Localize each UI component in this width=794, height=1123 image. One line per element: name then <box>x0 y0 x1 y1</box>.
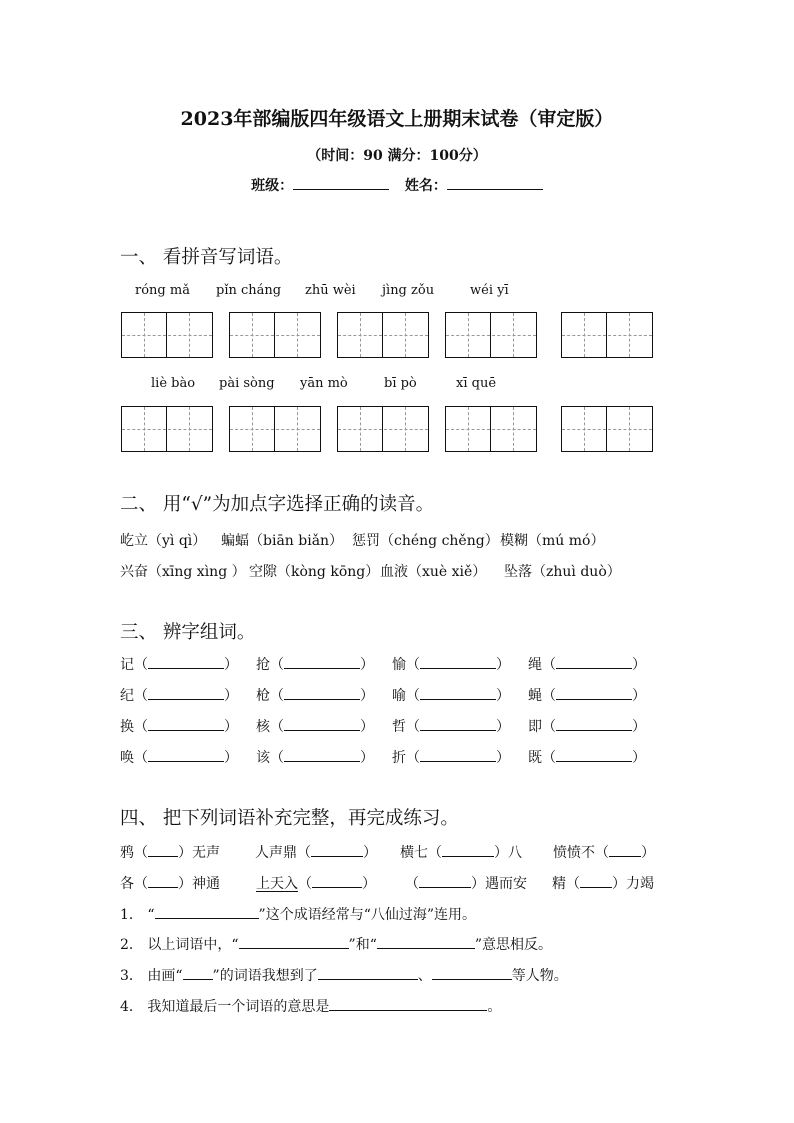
pinyin-label: xī quē <box>456 376 497 391</box>
pinyin-label: zhū wèi <box>305 283 356 298</box>
section-1-heading: 一、 看拼音写词语。 <box>120 247 293 268</box>
idiom-item: 人声鼎（ ） <box>255 842 377 862</box>
page-title: 2023年部编版四年级语文上册期末试卷（审定版） <box>180 108 614 130</box>
idiom-item: 愤愤不（ ） <box>553 842 655 862</box>
word-formation-item: 既（ ） <box>528 747 646 767</box>
word-blank[interactable] <box>284 747 360 762</box>
char-label: 纪 <box>120 688 134 704</box>
char-label: 即 <box>528 719 542 735</box>
char-label: 绳 <box>528 657 542 673</box>
idiom-blank[interactable] <box>311 842 363 857</box>
word-blank[interactable] <box>420 716 496 731</box>
idiom-item: 各（ ）神通 <box>120 873 220 893</box>
section-2-heading: 二、 用“√”为加点字选择正确的读音。 <box>120 494 435 515</box>
reading-choice-item[interactable]: 兴奋（xīng xìng ） <box>120 564 246 580</box>
char-label: 核 <box>256 719 270 735</box>
char-label: 枪 <box>256 688 270 704</box>
class-name-line <box>0 175 794 195</box>
tianzige-box[interactable] <box>561 312 653 358</box>
question-4: 4． 我知道最后一个词语的意思是 。 <box>120 996 501 1016</box>
name-label: 姓名： <box>404 178 447 194</box>
word-formation-item: 喻（ ） <box>392 685 510 705</box>
pinyin-label: róng mǎ <box>135 283 190 298</box>
answer-blank[interactable] <box>329 996 487 1011</box>
section-3-heading: 三、 辨字组词。 <box>120 622 256 643</box>
word-formation-item: 绳（ ） <box>528 654 646 674</box>
char-label: 记 <box>120 657 134 673</box>
tianzige-box[interactable] <box>561 406 653 452</box>
word-blank[interactable] <box>148 716 224 731</box>
tianzige-box[interactable] <box>121 406 213 452</box>
idiom-blank[interactable] <box>148 842 178 857</box>
word-formation-item: 即（ ） <box>528 716 646 736</box>
word-blank[interactable] <box>420 654 496 669</box>
tianzige-box[interactable] <box>445 406 537 452</box>
idiom-item: 上天入（ ） <box>256 873 376 893</box>
char-label: 折 <box>392 750 406 766</box>
word-formation-item: 该（ ） <box>256 747 374 767</box>
tianzige-box[interactable] <box>229 406 321 452</box>
answer-blank[interactable] <box>432 965 512 980</box>
exam-info: （时间：90 满分：100分） <box>307 148 487 164</box>
word-formation-item: 蝇（ ） <box>528 685 646 705</box>
char-label: 换 <box>120 719 134 735</box>
question-1: 1． “ ”这个成语经常与“八仙过海”连用。 <box>120 904 476 924</box>
char-label: 蝇 <box>528 688 542 704</box>
answer-blank[interactable] <box>318 965 418 980</box>
word-formation-item: 愉（ ） <box>392 654 510 674</box>
answer-blank[interactable] <box>155 904 259 919</box>
idiom-blank[interactable] <box>419 873 471 888</box>
pinyin-label: wéi yī <box>470 283 509 298</box>
reading-choice-item[interactable]: 蝙蝠（biān biǎn） <box>221 533 344 549</box>
word-formation-item: 哲（ ） <box>392 716 510 736</box>
word-blank[interactable] <box>284 654 360 669</box>
word-formation-item: 记（ ） <box>120 654 238 674</box>
tianzige-box[interactable] <box>121 312 213 358</box>
pinyin-label: liè bào <box>151 376 196 391</box>
char-label: 既 <box>528 750 542 766</box>
idiom-item: 鸦（ ）无声 <box>120 842 220 862</box>
idiom-blank[interactable] <box>148 873 178 888</box>
answer-blank[interactable] <box>377 934 475 949</box>
word-blank[interactable] <box>284 685 360 700</box>
class-label: 班级： <box>251 178 294 194</box>
pinyin-label: bī pò <box>384 376 417 391</box>
tianzige-box[interactable] <box>337 312 429 358</box>
underline-marker <box>183 965 213 980</box>
word-blank[interactable] <box>148 747 224 762</box>
idiom-item: （ ）遇而安 <box>405 873 527 893</box>
word-blank[interactable] <box>284 716 360 731</box>
reading-choice-item[interactable]: 模糊（mú mó） <box>500 533 605 549</box>
section-4-heading: 四、 把下列词语补充完整，再完成练习。 <box>120 808 459 829</box>
word-blank[interactable] <box>556 716 632 731</box>
word-formation-item: 唤（ ） <box>120 747 238 767</box>
reading-choice-item[interactable]: 坠落（zhuì duò） <box>504 564 621 580</box>
word-blank[interactable] <box>420 685 496 700</box>
word-blank[interactable] <box>148 685 224 700</box>
word-blank[interactable] <box>148 654 224 669</box>
char-label: 哲 <box>392 719 406 735</box>
question-3: 3． 由画“ ”的词语我想到了 、 等人物。 <box>120 965 568 985</box>
word-formation-item: 核（ ） <box>256 716 374 736</box>
pinyin-label: yān mò <box>300 376 348 391</box>
char-label: 抢 <box>256 657 270 673</box>
idiom-blank[interactable] <box>609 842 641 857</box>
word-formation-item: 抢（ ） <box>256 654 374 674</box>
tianzige-box[interactable] <box>229 312 321 358</box>
word-blank[interactable] <box>420 747 496 762</box>
word-blank[interactable] <box>556 747 632 762</box>
idiom-blank[interactable] <box>312 873 362 888</box>
word-blank[interactable] <box>556 685 632 700</box>
idiom-item: 精（ ）力竭 <box>552 873 654 893</box>
char-label: 该 <box>256 750 270 766</box>
underlined-phrase: 上天入 <box>256 876 298 892</box>
reading-choice-item[interactable]: 惩罚（chéng chěng） <box>352 533 499 549</box>
char-label: 唤 <box>120 750 134 766</box>
reading-choice-item[interactable]: 空隙（kòng kōng） <box>249 564 380 580</box>
answer-blank[interactable] <box>239 934 349 949</box>
idiom-blank[interactable] <box>580 873 612 888</box>
class-field[interactable] <box>293 175 389 190</box>
word-formation-item: 枪（ ） <box>256 685 374 705</box>
idiom-item: 横七（ ）八 <box>400 842 522 862</box>
char-label: 喻 <box>392 688 406 704</box>
pinyin-label: pǐn cháng <box>216 283 282 298</box>
tianzige-box[interactable] <box>445 312 537 358</box>
word-blank[interactable] <box>556 654 632 669</box>
word-formation-item: 纪（ ） <box>120 685 238 705</box>
idiom-blank[interactable] <box>442 842 494 857</box>
word-formation-item: 折（ ） <box>392 747 510 767</box>
pinyin-label: jìng zǒu <box>382 283 435 298</box>
reading-choice-item[interactable]: 屹立（yì qì） <box>120 533 207 549</box>
word-formation-item: 换（ ） <box>120 716 238 736</box>
pinyin-label: pài sòng <box>219 376 275 391</box>
question-2: 2． 以上词语中，“ ”和“ ”意思相反。 <box>120 934 552 954</box>
char-label: 愉 <box>392 657 406 673</box>
name-field[interactable] <box>447 175 543 190</box>
reading-choice-item[interactable]: 血液（xuè xiě） <box>380 564 487 580</box>
tianzige-box[interactable] <box>337 406 429 452</box>
